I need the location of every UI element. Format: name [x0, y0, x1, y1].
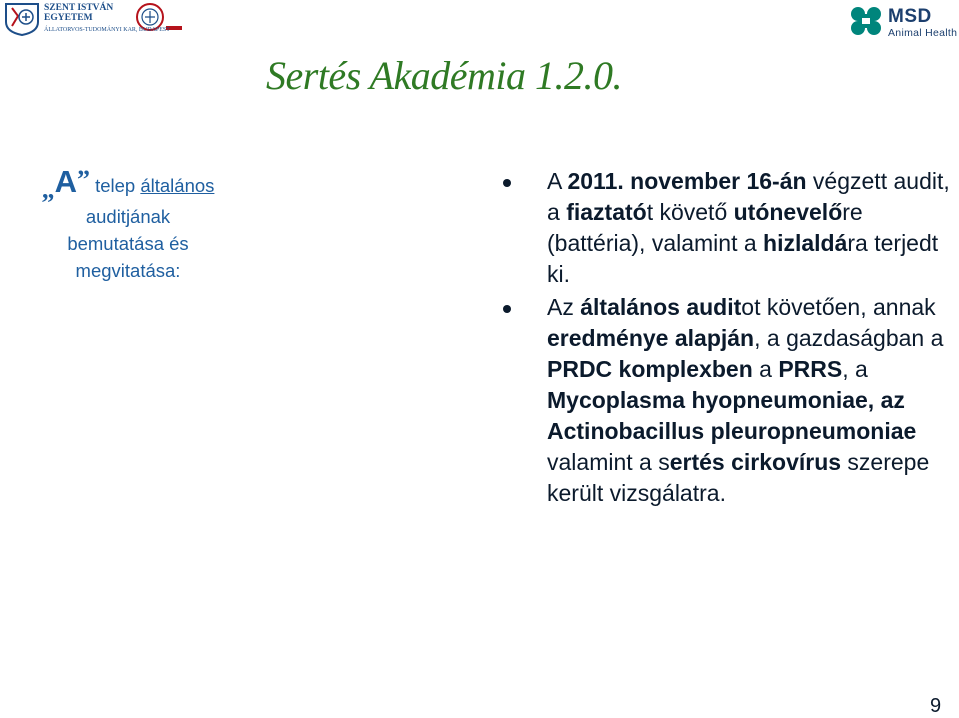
sidebar-word-auditjanak: auditjának	[85, 206, 171, 227]
page-number: 9	[930, 695, 942, 717]
text-bold: PRRS	[778, 356, 843, 382]
page-title: Sertés Akadémia 1.2.0.	[266, 53, 622, 98]
text-bold: hizlaldá	[763, 230, 848, 256]
sidebar-heading	[8, 166, 248, 284]
university-logo	[4, 2, 184, 36]
msd-emblem-icon	[848, 4, 884, 38]
sidebar-letter-a: A	[54, 164, 77, 199]
text-bold: fiaztató	[566, 199, 647, 225]
university-faculty: ÁLLATORVOS-TUDOMÁNYI KAR, BUDAPEST	[44, 27, 170, 33]
bullet-item-2	[500, 292, 952, 509]
university-name-line1: SZENT ISTVÁN	[44, 3, 114, 13]
text-bold: ertés cirkovírus	[669, 449, 842, 475]
text-bold: 2011. november 16-án	[567, 168, 807, 194]
text: a	[752, 356, 779, 382]
msd-subtitle: Animal Health	[888, 27, 958, 39]
text: ot követően, annak	[741, 294, 936, 320]
msd-brand: MSD	[888, 6, 932, 27]
open-quote: „	[41, 175, 55, 204]
sidebar-word-bemutatasa: bemutatása és	[67, 233, 189, 254]
bullet-dot-icon	[503, 305, 511, 313]
text: A	[547, 168, 568, 194]
text: valamint a s	[547, 449, 670, 475]
bullet-item-1	[500, 166, 952, 290]
sidebar-word-altalanos: általános	[140, 175, 215, 196]
bullet-list	[500, 166, 952, 511]
text: t követő	[646, 199, 734, 225]
text: re (battéria), valamint a	[547, 199, 863, 256]
text-bold: eredménye alapján	[547, 325, 755, 351]
text-bold: Mycoplasma hyopneumoniae, az Actinobacillus pleuropneumoniae	[547, 387, 917, 444]
close-quote: ”	[76, 165, 90, 194]
sidebar-word-megvitatasa: megvitatása:	[75, 260, 181, 281]
sidebar-word-telep: telep	[95, 175, 136, 196]
text: végzett audit, a	[547, 168, 950, 225]
text: , a	[842, 356, 868, 382]
text-bold: utónevelő	[733, 199, 843, 225]
text: Az	[547, 294, 581, 320]
msd-logo	[848, 2, 958, 42]
text-bold: általános audit	[580, 294, 742, 320]
text-bold: PRDC komplexben	[547, 356, 753, 382]
bullet-dot-icon	[503, 179, 511, 187]
text: ra terjedt ki.	[547, 230, 939, 287]
text: szerepe került vizsgálatra.	[547, 449, 930, 506]
text: , a gazdaságban a	[754, 325, 944, 351]
university-name-line2: EGYETEM	[44, 13, 93, 23]
